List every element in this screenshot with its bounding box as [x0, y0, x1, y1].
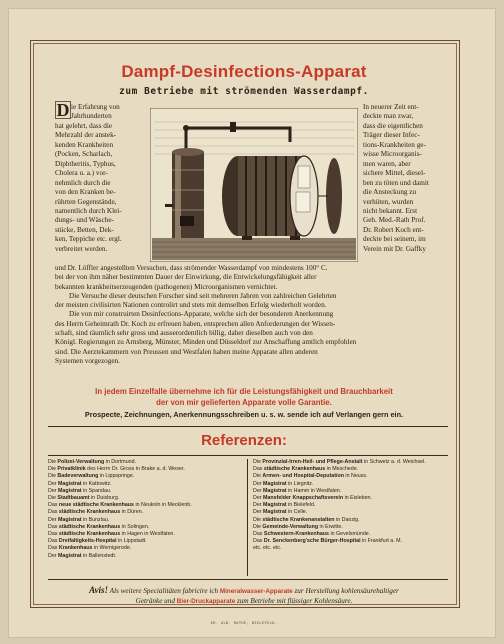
reference-entry: [48, 538, 192, 545]
references-top-rule: [48, 426, 448, 427]
right-column-line: wisse Microorganis-: [363, 150, 422, 159]
reference-article: Das: [253, 466, 264, 473]
reference-entry: [48, 481, 192, 488]
references-title: Referenzen:: [201, 432, 287, 449]
reference-place: in Eisleben.: [343, 495, 372, 502]
body-text-line: Königl. Regierungen zu Arnsberg, Münster, Minden und Düsseldorf zur Anschaffung amtlich empfohlen: [55, 338, 357, 347]
reference-article: Die: [48, 495, 58, 502]
reference-article: Der: [253, 480, 264, 487]
reference-entry: [253, 502, 426, 509]
left-text-column: [55, 100, 147, 254]
reference-article: Die: [48, 473, 58, 480]
reference-entry: [253, 531, 426, 538]
references-left-list: [48, 459, 192, 560]
reference-place: in Düren.: [120, 509, 144, 516]
reference-article: Das: [48, 509, 59, 516]
reference-place: in Celle.: [286, 509, 308, 516]
left-column-line: hat gelehrt, dass die: [55, 121, 113, 130]
reference-article: Der: [253, 509, 264, 516]
reference-article: Das: [48, 538, 59, 545]
left-column-line: nehmlich durch die: [55, 178, 111, 187]
reference-article: Das: [48, 545, 59, 552]
guarantee-line-1: In jedem Einzelfalle übernehme ich für die Leistungsfähigkeit und Brauchbarkeit: [95, 387, 393, 396]
reference-entry: [48, 459, 192, 466]
reference-article: Der: [48, 487, 59, 494]
reference-entry: [253, 459, 426, 466]
reference-article: Der: [48, 552, 59, 559]
reference-place: in Bunzlau.: [81, 516, 110, 523]
reference-entry: [48, 509, 192, 516]
body-text-line: sind. Die Aerztekammern von Preussen und Westfalen haben meine Apparate allen anderen: [55, 347, 318, 356]
references-divider: [247, 459, 248, 576]
right-column-line: men waren, aber: [363, 159, 411, 168]
reference-institution: Badeverwaltung: [57, 473, 99, 480]
reference-article: Die: [48, 466, 58, 473]
reference-article: Das: [48, 502, 59, 509]
reference-institution: Dr. Senckenberg'sche Bürger-Hospital: [263, 538, 361, 545]
reference-entry: [253, 524, 426, 531]
guarantee-text: [0, 386, 488, 408]
reference-place: in Danzig.: [334, 516, 360, 523]
reference-place: in Bielefeld.: [286, 502, 316, 509]
reference-article: Das: [48, 531, 59, 538]
reference-place: etc. etc. etc.: [253, 545, 282, 552]
poster-subtitle: zum Betriebe mit strömenden Wasserdampf.: [119, 86, 369, 97]
right-column-line: In neuerer Zeit ent-: [363, 103, 419, 111]
reference-entry: [253, 545, 426, 552]
reference-place: in Hamm in Westfalen.: [286, 487, 342, 494]
left-column-line: Cholera u. a.) vor-: [55, 169, 108, 178]
body-text-line: und Dr. Löffler angestellten Versuchen, dass strömender Wasserdampf von mindestens 100° C.: [55, 264, 328, 272]
body-text-line: bei der von ihm näher bestimmten Dauer der Einwirkung, die Entwickelungsfähigkeit aller: [55, 273, 317, 282]
reference-institution: neue städtische Krankenhaus: [58, 502, 134, 509]
right-column-line: sichere Mittel, diesel-: [363, 169, 426, 178]
reference-place: in Kattowitz.: [81, 480, 112, 487]
guarantee-line-2: der von mir gelieferten Apparate volle Garantie.: [156, 398, 332, 407]
reference-place: in Duisburg.: [89, 495, 120, 502]
reference-entry: [253, 481, 426, 488]
body-text-line: Systemen vorgezogen.: [55, 356, 120, 365]
reference-institution: Dreifaltigkeits-Hospital: [58, 538, 117, 545]
reference-entry: [48, 524, 192, 531]
avis-line1-end: zur Herstellung kohlensäurehaltiger: [294, 587, 399, 595]
avis-label: Avis!: [89, 585, 108, 595]
reference-article: Das: [48, 523, 59, 530]
reference-article: Der: [48, 516, 59, 523]
reference-institution: Schwestern-Krankenhaus: [263, 531, 329, 538]
left-column-line: (Pocken, Scharlach,: [55, 150, 113, 159]
reference-entry: [253, 466, 426, 473]
reference-article: Der: [48, 480, 59, 487]
body-text-line: Die von mir construirten Desinfections-Apparate, welche sich der besonderen Anerkennung: [69, 310, 334, 319]
left-column-line: namentlich durch Klei-: [55, 206, 122, 215]
avis-line2-end: zum Betriebe mit flüssiger Kohlensäure.: [237, 596, 353, 605]
left-column-line: Jahrhunderten: [71, 112, 112, 121]
dropcap-letter: D: [56, 100, 70, 120]
reference-place: in Lippspringe.: [98, 473, 135, 480]
prospectus-note: Prospecte, Zeichnungen, Anerkennungsschreiben u. s. w. sende ich auf Verlangen gern ein.: [84, 410, 404, 419]
reference-institution: Privatklinik: [57, 466, 86, 473]
right-column-line: verhüten, wurden: [363, 197, 414, 206]
right-column-line: die Ansteckung zu: [363, 188, 417, 197]
reference-article: Der: [253, 502, 264, 509]
avis-line2-start: Getränke und: [135, 596, 175, 605]
reference-place: in Lippstadt.: [116, 538, 147, 545]
reference-institution: Krankenhaus: [58, 545, 93, 552]
reference-institution: städtische Krankenhaus: [263, 466, 326, 473]
reference-entry: [253, 473, 426, 480]
reference-institution: Magistrat: [263, 480, 287, 487]
reference-institution: Gemeinde-Verwaltung: [262, 523, 319, 530]
right-column-line: nicht bekannt. Erst: [363, 206, 418, 215]
avis-product-mineralwasser: Mineralwasser-Apparate: [219, 588, 293, 595]
reference-place: in Gevelsmünde.: [328, 531, 371, 538]
reference-institution: städtische Krankenanstalten: [262, 516, 335, 523]
reference-entry: [48, 473, 192, 480]
reference-institution: Magistrat: [58, 480, 82, 487]
avis-line1-start: Als weitere Specialitäten fabricire ich: [109, 587, 219, 595]
right-column-line: Träger dieser Infec-: [363, 131, 420, 140]
reference-article: Die: [253, 473, 263, 480]
reference-place: in Ballenstedt.: [81, 552, 117, 559]
left-column-line: stücke, Betten, Dek-: [55, 225, 114, 234]
reference-institution: Magistrat: [58, 487, 82, 494]
body-text-line: des Herrn Geheimrath Dr. Koch zu erfreuen haben, entsprechen allen Anforderungen der Wissen-: [55, 319, 336, 328]
reference-institution: städtische Krankenhaus: [58, 523, 121, 530]
reference-institution: städtische Krankenhaus: [58, 531, 121, 538]
left-column-line: rührten Gegenstände,: [55, 197, 117, 206]
main-body-text: [55, 264, 450, 366]
reference-place: des Herrn Dr. Gross in Brake a. d. Weser.: [85, 466, 185, 473]
reference-article: Die: [48, 459, 58, 465]
reference-institution: Armen- und Hospital-Deputation: [262, 473, 344, 480]
right-column-line: Dr. Robert Koch ent-: [363, 225, 424, 234]
references-right-list: [253, 459, 426, 553]
avis-note: [0, 586, 488, 606]
reference-place: in Neuss.: [343, 473, 368, 480]
reference-entry: [48, 495, 192, 502]
reference-place: in Spandau.: [81, 487, 112, 494]
left-column-line: ie Erfahrung von: [71, 103, 120, 111]
reference-entry: [48, 488, 192, 495]
left-column-line: kenden Krankheiten: [55, 140, 114, 149]
reference-entry: [48, 545, 192, 552]
poster-title: Dampf-Desinfections-Apparat: [121, 62, 367, 81]
reference-entry: [253, 495, 426, 502]
right-column-line: tions-Krankheiten ge-: [363, 140, 426, 149]
references-bottom-rule: [48, 579, 448, 580]
reference-place: in Solingen.: [120, 523, 150, 530]
right-column-line: deckte man zwar,: [363, 112, 414, 121]
reference-article: Das: [253, 538, 264, 545]
body-text-line: der meisten civilisirten Nationen controlirt und stets mit demselben Erfolg wiederholt worden.: [55, 301, 327, 310]
left-column-line: Diphtheritis, Typhus,: [55, 159, 116, 168]
reference-entry: [253, 538, 426, 545]
left-column-line: dungs- und Wäsche-: [55, 216, 114, 225]
right-column-line: Geh. Med.-Rath Prof.: [363, 216, 426, 225]
right-column-line: ben zu töten und damit: [363, 178, 429, 187]
reference-institution: Magistrat: [263, 509, 287, 516]
left-column-line: verbreitet werden.: [55, 244, 108, 253]
reference-entry: [253, 509, 426, 516]
reference-institution: Stadtbauamt: [57, 495, 90, 502]
reference-entry: [253, 488, 426, 495]
reference-place: in Dortmund.: [104, 459, 137, 465]
reference-article: Die: [253, 523, 263, 530]
disinfection-apparatus-illustration: [150, 108, 358, 262]
body-text-line: bekannten krankheitserzeugenden (pathogenen) Microorganismen vernichtet.: [55, 282, 278, 291]
reference-article: Die: [253, 459, 263, 465]
reference-place: in Erwitte.: [318, 523, 343, 530]
reference-article: Der: [253, 487, 264, 494]
reference-institution: Magistrat: [58, 552, 82, 559]
right-column-line: Verein mit Dr. Gaffky: [363, 244, 426, 253]
reference-institution: Mansfelder Knappschaftsverein: [263, 495, 344, 502]
reference-entry: [253, 517, 426, 524]
reference-institution: Magistrat: [263, 502, 287, 509]
reference-entry: [48, 553, 192, 560]
references-header-rule: [48, 455, 448, 456]
reference-institution: städtische Krankenhaus: [58, 509, 121, 516]
reference-entry: [48, 502, 192, 509]
reference-place: in Schwetz a. d. Weichsel.: [362, 459, 426, 465]
left-column-line: Mehrzahl der anstek-: [55, 131, 117, 140]
right-column-line: deckte bei seinem, im: [363, 235, 426, 244]
reference-institution: Polizei-Verwaltung: [57, 459, 105, 465]
reference-article: Die: [253, 516, 263, 523]
left-column-line: ken, Teppiche etc. ergl.: [55, 235, 122, 244]
body-text-line: Die Versuche dieser deutschen Forscher sind seit mehreren Jahren von zahlreichen Gelehrten: [69, 291, 337, 300]
reference-article: Das: [253, 531, 264, 538]
reference-place: in Meschede.: [325, 466, 359, 473]
reference-entry: [48, 531, 192, 538]
reference-article: Der: [253, 495, 264, 502]
printer-imprint: ER. ALB. ROTHE, BIELEFELD.: [210, 621, 278, 625]
avis-product-bierdruck: Bier-Druckapparate: [176, 597, 236, 605]
reference-place: in Hagen in Westfalen.: [120, 531, 175, 538]
reference-institution: Magistrat: [58, 516, 82, 523]
reference-place: in Liegnitz.: [286, 480, 314, 487]
right-text-column: [363, 103, 447, 254]
reference-place: in Neukoln in Mecklenb.: [133, 502, 192, 509]
right-column-line: dass die eigentlichen: [363, 121, 423, 130]
reference-place: in Wernigerode.: [92, 545, 132, 552]
reference-institution: Magistrat: [263, 487, 287, 494]
body-text-line: schaft, sind räumlich sehr gross und ausserordentlich billig, daher dieselben auch von den: [55, 329, 313, 338]
reference-entry: [48, 517, 192, 524]
reference-institution: Provinzial-Irren-Heil- und Pflege-Anstalt: [262, 459, 363, 465]
left-column-line: von den Kranken be-: [55, 188, 116, 197]
reference-entry: [48, 466, 192, 473]
reference-place: in Frankfurt a. M.: [360, 538, 403, 545]
